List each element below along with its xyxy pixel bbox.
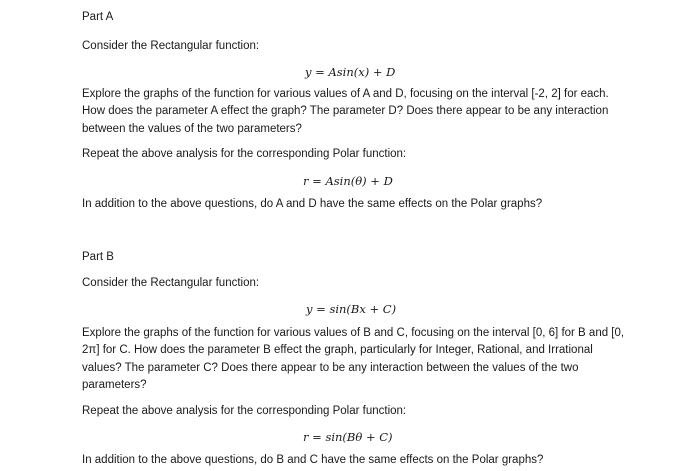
part-a-intro: Consider the Rectangular function: xyxy=(82,40,260,52)
part-b-addition-text: In addition to the above questions, do B and C have the same effects on the Polar graphs? xyxy=(82,454,544,466)
part-a-explore-paragraph: Explore the graphs of the function for various values of A and D, focusing on the interval [-2, 2] for each. How does the parameter A effect the graph? The parameter D? Does there appear to be any interaction between the values of the two parameters? xyxy=(82,88,609,135)
part-a-heading: Part A xyxy=(82,11,114,23)
part-b-intro: Consider the Rectangular function: xyxy=(82,277,260,289)
part-b-rect-equation: y = sin(Bx + C) xyxy=(306,302,397,316)
part-b-explore-paragraph: Explore the graphs of the function for various values of B and C, focusing on the interval [0, 6] for B and [0, 2π] for C. How does the parameter B effect the graph, particularly for Integer, Rational, and Irrational values? The parameter C? Does there appear to be any interaction between the values of the two parameters? xyxy=(82,327,625,392)
part-a-polar-equation: r = Asin(θ) + D xyxy=(303,174,393,188)
part-b-heading: Part B xyxy=(82,251,114,263)
part-b-repeat-text: Repeat the above analysis for the corresponding Polar function: xyxy=(82,405,407,417)
part-a-repeat-text: Repeat the above analysis for the corresponding Polar function: xyxy=(82,148,407,160)
part-a-rect-equation: y = Asin(x) + D xyxy=(305,65,396,79)
part-b-polar-equation: r = sin(Bθ + C) xyxy=(303,430,393,444)
part-a-addition-text: In addition to the above questions, do A and D have the same effects on the Polar graphs? xyxy=(82,198,543,210)
